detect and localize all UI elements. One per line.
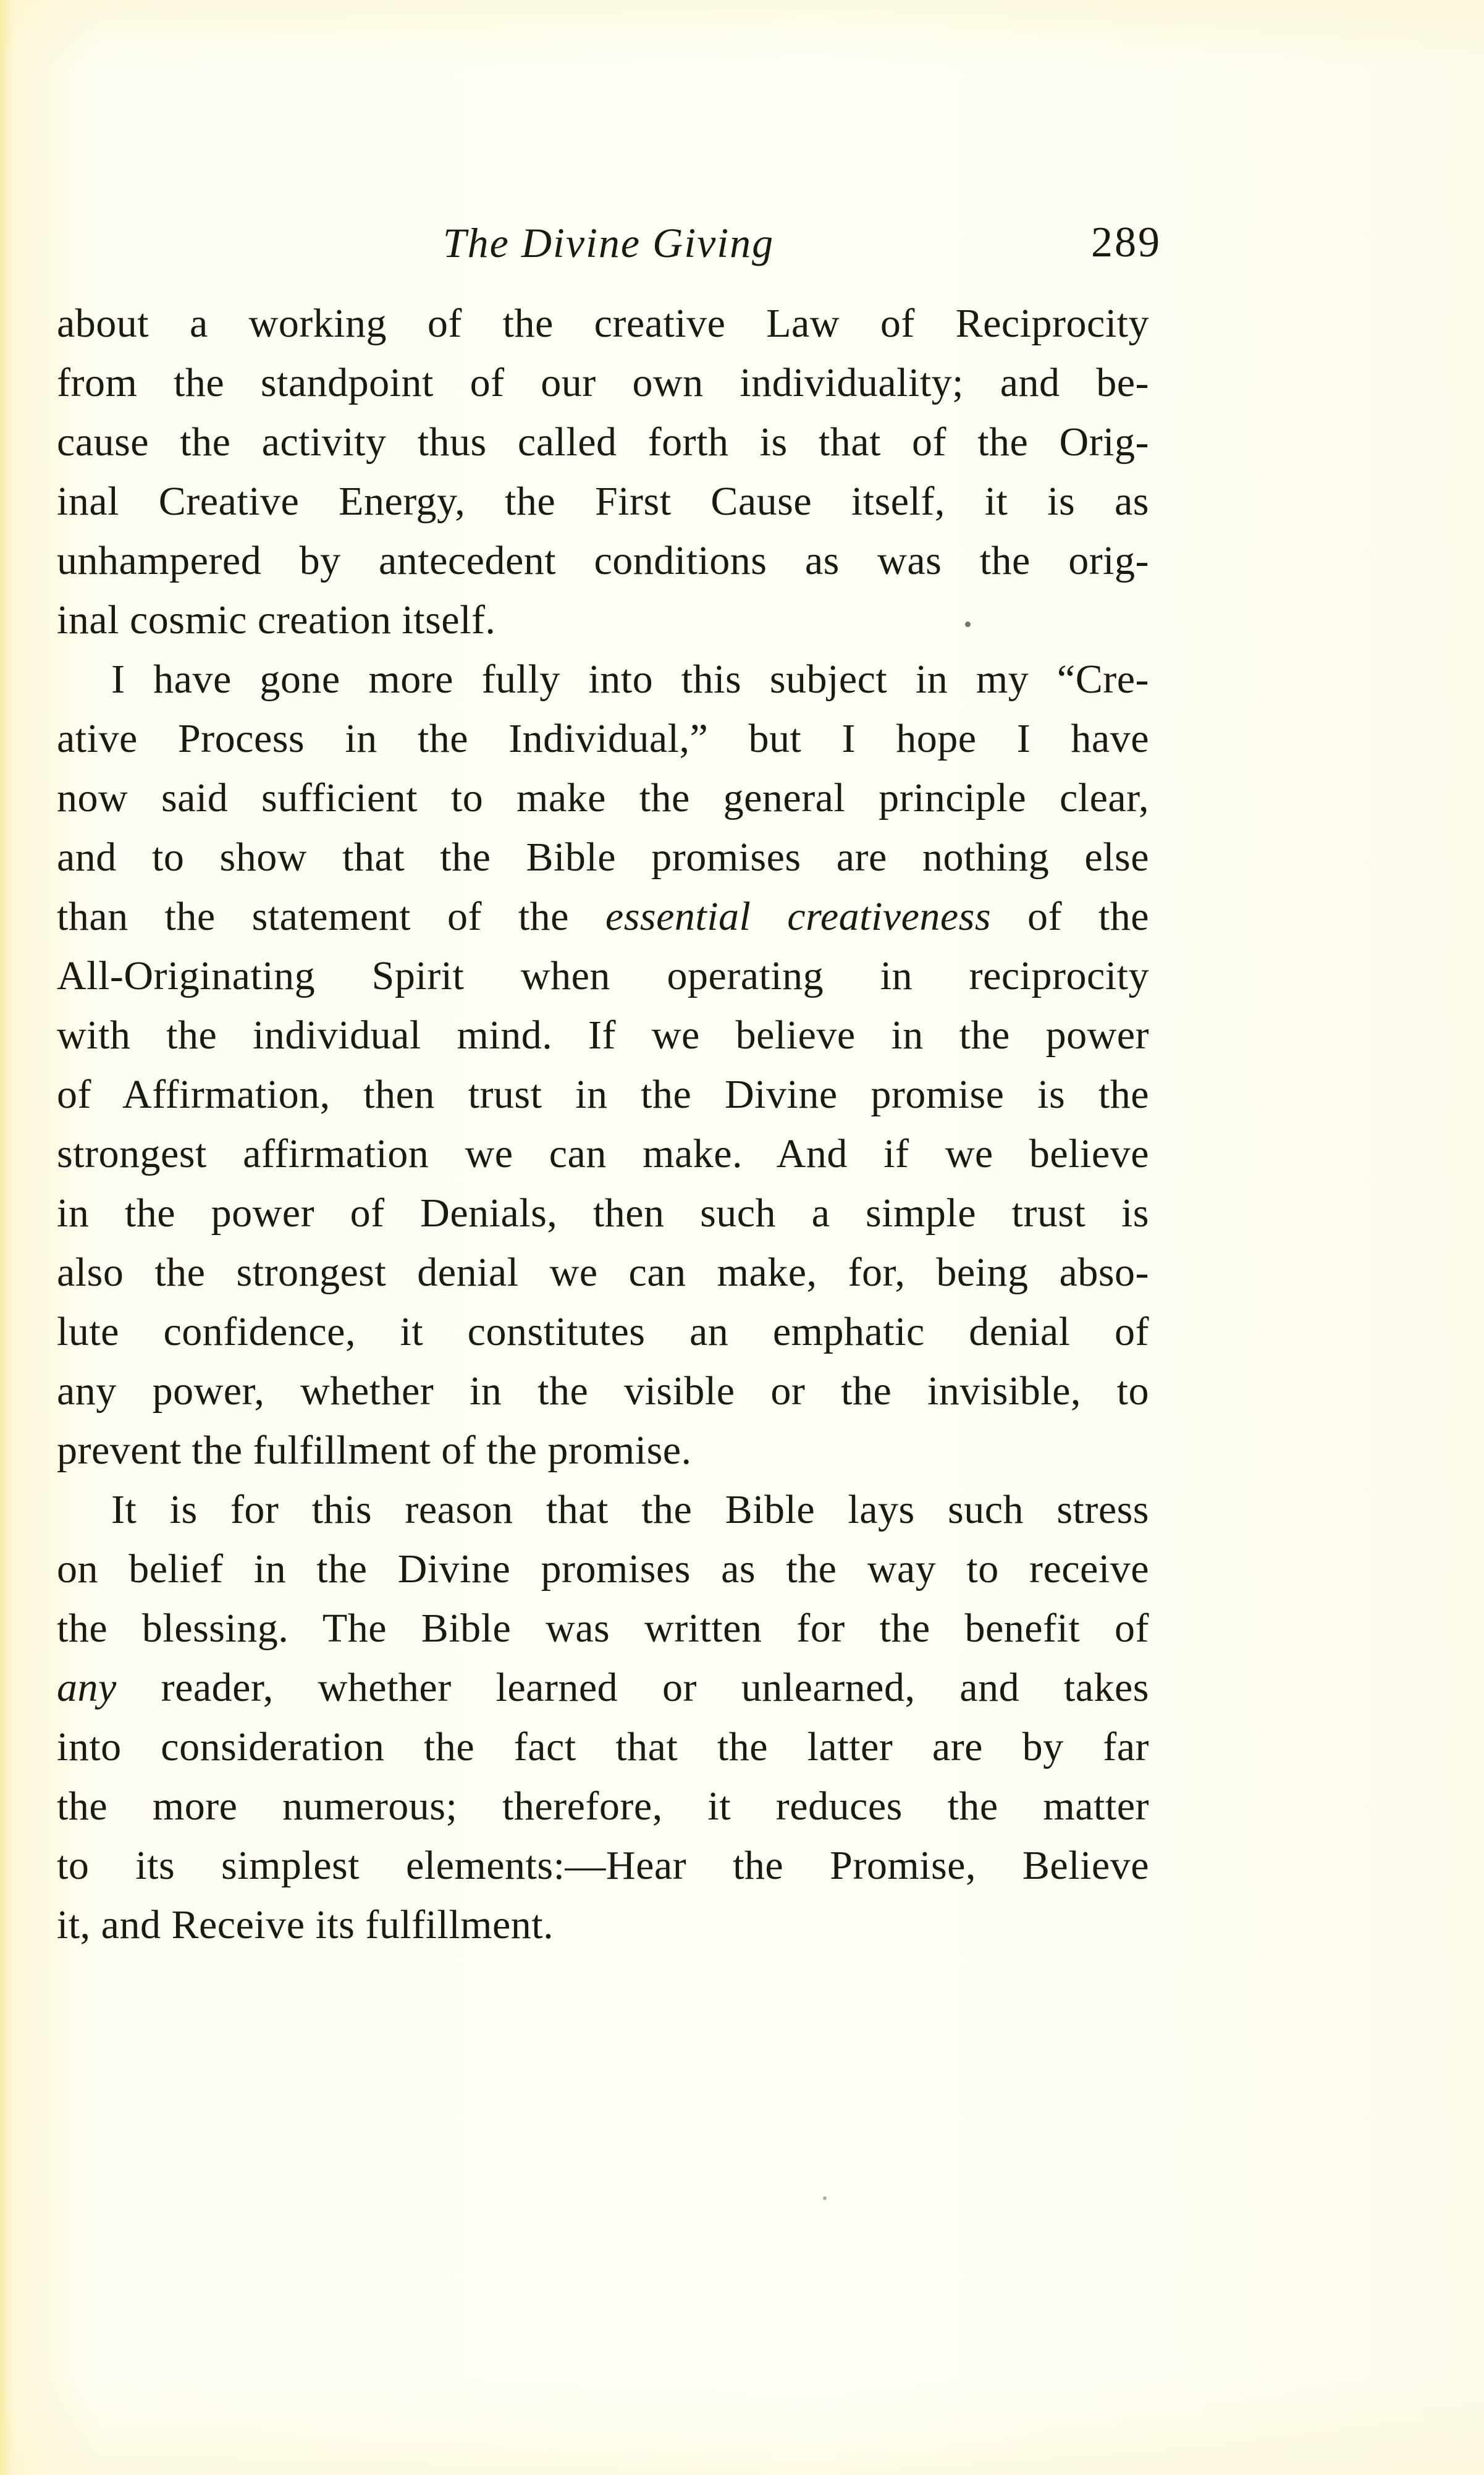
text-run: ative Process in the Individual,” but I hope I have <box>57 716 1149 761</box>
text-run: prevent the fulfillment of the promise. <box>57 1428 692 1473</box>
text-line <box>57 828 1149 887</box>
scan-speck <box>965 622 971 627</box>
text-line <box>57 1718 1149 1777</box>
text-run: in the power of Denials, then such a simple trust is <box>57 1191 1149 1236</box>
text-run: it, and Receive its fulfillment. <box>57 1902 554 1947</box>
text-run: of Affirmation, then trust in the Divine promise is the <box>57 1072 1149 1117</box>
text-line <box>57 1480 1149 1540</box>
text-line <box>57 472 1149 531</box>
running-title: The Divine Giving <box>442 219 775 266</box>
text-line <box>57 1362 1149 1421</box>
text-run: It is for this reason that the Bible lays such stress <box>111 1487 1149 1532</box>
text-run: from the standpoint of our own individuality; and be- <box>57 360 1149 405</box>
text-line <box>57 650 1149 709</box>
text-line <box>57 1302 1149 1362</box>
text-run: strongest affirmation we can make. And if we believe <box>57 1131 1149 1176</box>
text-line <box>57 1540 1149 1599</box>
text-line <box>57 769 1149 828</box>
text-run: unhampered by antecedent conditions as was the orig- <box>57 538 1149 583</box>
text-run: on belief in the Divine promises as the way to receive <box>57 1546 1149 1592</box>
text-run: I have gone more fully into this subject in my “Cre- <box>111 657 1149 702</box>
text-run: cause the activity thus called forth is that of the Orig- <box>57 420 1149 465</box>
page-number: 289 <box>1091 219 1161 266</box>
text-line <box>57 1895 1149 1955</box>
body-text <box>57 294 1149 1955</box>
text-line <box>57 294 1149 353</box>
text-run: any power, whether in the visible or the invisible, to <box>57 1368 1149 1414</box>
text-run: also the strongest denial we can make, for, being abso- <box>57 1250 1149 1295</box>
text-run: and to show that the Bible promises are nothing else <box>57 835 1149 880</box>
text-line <box>57 1836 1149 1895</box>
italic-text-run: essential creativeness <box>605 894 992 939</box>
text-line <box>57 591 1149 650</box>
running-head <box>56 209 1161 283</box>
text-run: than the statement of the <box>57 894 605 939</box>
text-run: with the individual mind. If we believe in the power <box>57 1013 1149 1058</box>
scan-speck <box>823 2196 827 2200</box>
text-run: All-Originating Spirit when operating in reciprocity <box>57 953 1149 998</box>
text-run: into consideration the fact that the latter are by far <box>57 1724 1149 1769</box>
text-line <box>57 1006 1149 1065</box>
text-line <box>57 1658 1149 1718</box>
text-run: inal cosmic creation itself. <box>57 597 496 643</box>
text-line <box>57 1065 1149 1124</box>
italic-text-run: any <box>57 1665 117 1710</box>
text-run: lute confidence, it constitutes an emphatic denial of <box>57 1309 1149 1354</box>
text-line <box>57 709 1149 769</box>
text-run: of the <box>991 894 1149 939</box>
text-run: the blessing. The Bible was written for the benefit of <box>57 1606 1149 1651</box>
text-line <box>57 1243 1149 1302</box>
text-run: about a working of the creative Law of Reciprocity <box>57 301 1149 346</box>
text-line <box>57 1421 1149 1480</box>
text-line <box>57 1124 1149 1184</box>
text-run: the more numerous; therefore, it reduces the matter <box>57 1784 1149 1829</box>
text-run: inal Creative Energy, the First Cause itself, it is as <box>57 479 1149 524</box>
text-line <box>57 1599 1149 1658</box>
text-line <box>57 413 1149 472</box>
text-run: reader, whether learned or unlearned, and takes <box>116 1665 1149 1710</box>
text-line <box>57 1777 1149 1836</box>
text-line <box>57 353 1149 413</box>
text-run: to its simplest elements:—Hear the Promise, Believe <box>57 1843 1149 1888</box>
text-run: now said sufficient to make the general principle clear, <box>57 775 1149 820</box>
text-line <box>57 1184 1149 1243</box>
text-line <box>57 947 1149 1006</box>
text-line <box>57 531 1149 591</box>
text-line <box>57 887 1149 947</box>
